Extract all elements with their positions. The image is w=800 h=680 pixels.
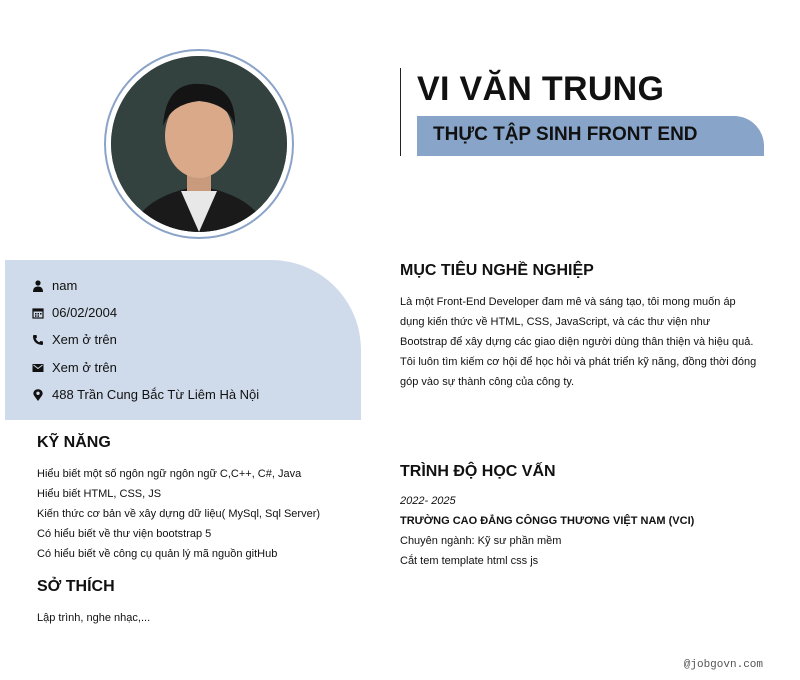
contact-birthday xyxy=(32,305,117,320)
contact-address xyxy=(32,387,259,402)
contact-text: nam xyxy=(52,278,78,293)
education-years: 2022- 2025 xyxy=(400,495,456,507)
envelope-icon xyxy=(32,362,44,374)
education-heading: TRÌNH ĐỘ HỌC VẤN xyxy=(400,463,556,480)
hobbies-heading: SỞ THÍCH xyxy=(37,578,115,595)
objective-text xyxy=(400,292,756,392)
full-name: VI VĂN TRUNG xyxy=(417,70,665,108)
education-school: TRƯỜNG CAO ĐẲNG CÔNGG THƯƠNG VIỆT NAM (VCI) xyxy=(400,515,695,527)
job-title-banner: THỰC TẬP SINH FRONT END xyxy=(417,116,764,156)
skill-item: Hiểu biết một số ngôn ngữ ngôn ngữ C,C++, C#, Java xyxy=(37,468,302,480)
education-note: Cắt tem template html css js xyxy=(400,555,539,567)
contact-text: Xem ở trên xyxy=(52,360,117,375)
contact-text: Xem ở trên xyxy=(52,332,117,347)
contact-phone xyxy=(32,332,117,347)
contact-text: 488 Trần Cung Bắc Từ Liêm Hà Nội xyxy=(52,387,260,402)
objective-line: góp vào sự thành công của công ty. xyxy=(400,376,575,388)
avatar xyxy=(111,56,287,232)
objective-line: dụng kiến thức về HTML, CSS, JavaScript, và các thư viện như xyxy=(400,316,711,328)
contact-text: 06/02/2004 xyxy=(52,305,118,320)
skills-list xyxy=(37,464,320,564)
contact-email xyxy=(32,360,117,375)
watermark: @jobgovn.com xyxy=(683,659,763,671)
education-details xyxy=(400,491,694,571)
phone-icon xyxy=(32,334,44,346)
objective-line: Bootstrap để xây dựng các giao diện người dùng thân thiện và hiệu quả. xyxy=(400,336,754,348)
objective-line: Tôi luôn tìm kiếm cơ hội để học hỏi và phát triển kỹ năng, đồng thời đóng xyxy=(400,356,757,368)
map-pin-icon xyxy=(32,389,44,401)
skills-heading: KỸ NĂNG xyxy=(37,434,111,451)
hobbies-text: Lập trình, nghe nhạc,... xyxy=(37,612,151,624)
objective-line: Là một Front-End Developer đam mê và sáng tạo, tôi mong muốn áp xyxy=(400,296,736,308)
skill-item: Có hiểu biết về thư viện bootstrap 5 xyxy=(37,528,212,540)
contact-gender xyxy=(32,278,77,293)
skill-item: Có hiểu biết về công cụ quản lý mã nguồn gitHub xyxy=(37,548,278,560)
calendar-icon xyxy=(32,307,44,319)
objective-heading: MỤC TIÊU NGHỀ NGHIỆP xyxy=(400,262,594,279)
name-block xyxy=(400,68,780,156)
skill-item: Kiến thức cơ bản về xây dựng dữ liệu( MySql, Sql Server) xyxy=(37,508,321,520)
education-major: Chuyên ngành: Kỹ sư phần mềm xyxy=(400,535,562,547)
skill-item: Hiểu biết HTML, CSS, JS xyxy=(37,488,162,500)
user-icon xyxy=(32,280,44,292)
